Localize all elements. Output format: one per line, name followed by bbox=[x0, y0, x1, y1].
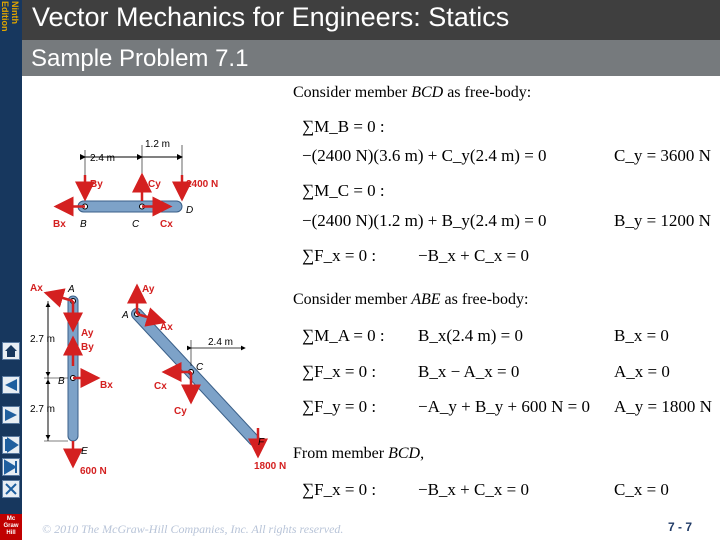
abe-eq3: ∑F_y = 0 : bbox=[302, 397, 377, 416]
page-title: Vector Mechanics for Engineers: Statics bbox=[32, 2, 510, 32]
bcd-eq2: −(2400 N)(3.6 m) + C_y(2.4 m) = 0 bbox=[302, 146, 547, 165]
from-bcd-eq: ∑F_x = 0 : bbox=[302, 480, 377, 499]
abe-eq3-result: A_y = 1800 N bbox=[614, 397, 712, 416]
abe-label-ay: Ay bbox=[81, 328, 94, 339]
bcd-label-c: C bbox=[132, 219, 140, 230]
page-number: 7 - 7 bbox=[668, 520, 693, 534]
abe-eq2: ∑F_x = 0 : bbox=[302, 362, 377, 381]
bcd-eq1: ∑M_B = 0 : bbox=[302, 117, 385, 136]
abe-eq2-result: A_x = 0 bbox=[614, 362, 670, 381]
abe-label-a: A bbox=[68, 284, 75, 295]
abe-label-e: E bbox=[81, 446, 88, 457]
acf-label-load: 1800 N bbox=[254, 461, 287, 472]
abe-eq1-result: B_x = 0 bbox=[614, 326, 669, 345]
bcd-free-body-diagram bbox=[30, 135, 270, 235]
acf-label-cy: Cy bbox=[174, 406, 187, 417]
abe-dim-2: 2.7 m bbox=[30, 404, 56, 415]
acf-free-body-diagram bbox=[112, 278, 292, 478]
acf-label-cx: Cx bbox=[154, 381, 167, 392]
bcd-label-by: By bbox=[90, 179, 103, 190]
bcd-eq5-mid: −B_x + C_x = 0 bbox=[418, 246, 529, 265]
abe-dim-1: 2.7 m bbox=[30, 334, 56, 345]
bcd-label-cx: Cx bbox=[160, 219, 173, 230]
bcd-label-d: D bbox=[186, 205, 194, 216]
bcd-label-bx: Bx bbox=[53, 219, 66, 230]
acf-label-c: C bbox=[196, 362, 204, 373]
from-bcd-intro: From member BCD, bbox=[293, 445, 425, 462]
home-icon[interactable] bbox=[2, 342, 20, 360]
bcd-label-load: 2400 N bbox=[186, 179, 219, 190]
edition-line-1: Ninth bbox=[10, 1, 20, 24]
bcd-label-b: B bbox=[80, 219, 87, 230]
bcd-eq4: −(2400 N)(1.2 m) + B_y(2.4 m) = 0 bbox=[302, 211, 547, 230]
acf-dim: 2.4 m bbox=[208, 337, 234, 348]
publisher-logo: Mc Graw Hill bbox=[0, 514, 22, 540]
bcd-dim-2: 1.2 m bbox=[145, 139, 171, 150]
abe-free-body-diagram bbox=[28, 278, 118, 478]
abe-eq2-mid: B_x − A_x = 0 bbox=[418, 362, 520, 381]
bcd-label-cy: Cy bbox=[148, 179, 161, 190]
prev-page-icon[interactable] bbox=[2, 406, 20, 424]
acf-label-ax: Ax bbox=[160, 322, 173, 333]
abe-label-ax: Ax bbox=[30, 283, 43, 294]
abe-label-by: By bbox=[81, 342, 94, 353]
acf-label-f: F bbox=[258, 437, 265, 448]
acf-label-a: A bbox=[122, 310, 129, 321]
edition-line-2: Edition bbox=[0, 1, 10, 32]
problem-title: Sample Problem 7.1 bbox=[31, 45, 249, 72]
header-bar bbox=[22, 0, 720, 40]
edition-label bbox=[0, 0, 22, 44]
from-bcd-eq-result: C_x = 0 bbox=[614, 480, 669, 499]
bcd-eq3: ∑M_C = 0 : bbox=[302, 181, 385, 200]
abe-eq1: ∑M_A = 0 : bbox=[302, 326, 385, 345]
abe-label-bx: Bx bbox=[100, 380, 113, 391]
last-page-icon[interactable] bbox=[2, 458, 20, 476]
left-sidebar bbox=[0, 0, 22, 540]
abe-eq1-mid: B_x(2.4 m) = 0 bbox=[418, 326, 523, 345]
bcd-eq2-result: C_y = 3600 N bbox=[614, 146, 711, 165]
exit-icon[interactable] bbox=[2, 480, 20, 498]
copyright-footer: © 2010 The McGraw-Hill Companies, Inc. All rights reserved. bbox=[42, 522, 344, 536]
abe-intro: Consider member ABE as free-body: bbox=[293, 291, 529, 308]
subheader-bar bbox=[22, 40, 720, 76]
from-bcd-eq-mid: −B_x + C_x = 0 bbox=[418, 480, 529, 499]
abe-label-load: 600 N bbox=[80, 466, 107, 477]
next-page-icon[interactable] bbox=[2, 436, 20, 454]
first-page-icon[interactable] bbox=[2, 376, 20, 394]
abe-label-b: B bbox=[58, 376, 65, 387]
acf-label-ay: Ay bbox=[142, 284, 155, 295]
abe-eq3-mid: −A_y + B_y + 600 N = 0 bbox=[418, 397, 590, 416]
bcd-eq5: ∑F_x = 0 : bbox=[302, 246, 377, 265]
bcd-intro: Consider member BCD as free-body: bbox=[293, 84, 532, 101]
bcd-eq4-result: B_y = 1200 N bbox=[614, 211, 711, 230]
bcd-dim-1: 2.4 m bbox=[90, 153, 116, 164]
